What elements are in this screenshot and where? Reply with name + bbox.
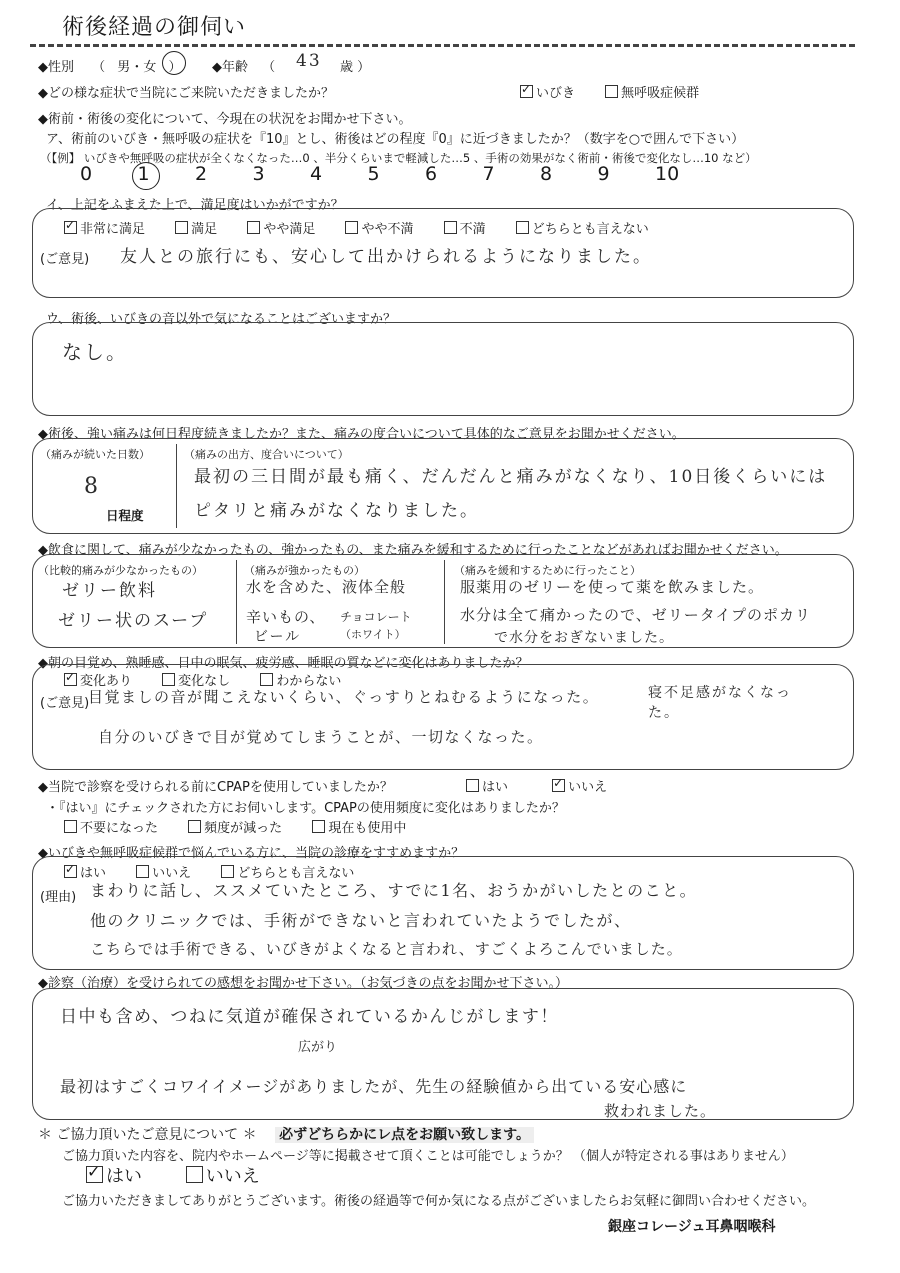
recommend-options: ✓はい いいえ どちらとも言えない	[64, 862, 354, 881]
pain-days-value[interactable]: 8	[84, 474, 100, 499]
satisfaction-opinion-label: (ご意見)	[40, 252, 90, 267]
sleep-opinion-label: (ご意見)	[40, 696, 90, 711]
diet-less-label: （比較的痛みが少なかったもの）	[38, 564, 203, 577]
satisfaction-question: イ、上記をふまえた上で、満足度はいかがですか？	[46, 198, 344, 213]
scale-8[interactable]: 8	[540, 163, 553, 185]
cpap-still-using-checkbox[interactable]	[312, 820, 325, 833]
recommend-reason-line2[interactable]: 他のクリニックでは、手術ができないと言われていたようでしたが、	[90, 911, 632, 930]
diet-divider-1	[236, 560, 237, 644]
impression-line1[interactable]: 日中も含め、つねに気道が確保されているかんじがします！	[60, 1007, 559, 1027]
cpap-followup: ・『はい』にチェックされた方にお伺いします。CPAPの使用頻度に変化はありましたか？	[46, 801, 565, 816]
diet-relief-label: （痛みを緩和するために行ったこと）	[454, 564, 641, 577]
diet-strong-label: （痛みが強かったもの）	[244, 564, 365, 577]
thanks-text: ご協力いただきましてありがとうございます。術後の経過等で何か気になる点がございましたらお気軽に御問い合わせください。	[62, 1194, 815, 1209]
consent-question: ご協力頂いた内容を、院内やホームページ等に掲載させて頂くことは可能でしょうか？ （個人が特定される事はありません）	[62, 1149, 794, 1164]
age-value[interactable]: 43	[296, 51, 322, 71]
scale-1[interactable]: 1	[137, 163, 150, 185]
impression-line3[interactable]: 救われました。	[604, 1102, 717, 1120]
satisfaction-somewhat-dissatisfied-checkbox[interactable]	[345, 221, 358, 234]
recommend-no-checkbox[interactable]	[136, 865, 149, 878]
change-example: （【例】 いびきや無呼吸の症状が全くなくなった…0 、半分くらいまで軽減した…5 、手術の効果がなく術前・術後で変化なし…10 など）	[40, 151, 757, 165]
sleep-unknown-checkbox[interactable]	[260, 673, 273, 686]
pain-detail-line1[interactable]: 最初の三日間が最も痛く、だんだんと痛みがなくなり、10日後くらいには	[194, 467, 828, 487]
symptom-snoring-checkbox[interactable]	[520, 85, 533, 98]
diet-less-line2[interactable]: ゼリー状のスープ	[58, 611, 209, 631]
other-answer[interactable]: なし。	[62, 340, 128, 364]
satisfaction-neutral-checkbox[interactable]	[516, 221, 529, 234]
diet-question: ◆飲食に関して、痛みが少なかったもの、強かったもの、また痛みを緩和するために行ったことなどがあればお聞かせください。	[38, 543, 788, 558]
sleep-options: ✓変化あり 変化なし わからない	[64, 670, 341, 689]
cpap-follow-options: 不要になった 頻度が減った 現在も使用中	[64, 817, 406, 836]
diet-relief-line1[interactable]: 服薬用のゼリーを使って薬を飲みました。	[460, 578, 765, 596]
consent-no-checkbox[interactable]	[186, 1166, 203, 1183]
symptom-options: ✓ いびき 無呼吸症候群	[520, 82, 699, 101]
diet-relief-line2[interactable]: 水分は全て痛かったので、ゼリータイプのポカリ	[460, 606, 811, 624]
sleep-opinion-line1[interactable]: 目覚ましの音が聞こえないくらい、ぐっすりとねむるようになった。	[88, 688, 600, 706]
gender-row: ◆性別 （ 男・女 ）	[38, 60, 182, 75]
impression-line1-note[interactable]: 広がり	[298, 1040, 338, 1055]
recommend-yes-checkbox[interactable]	[64, 865, 77, 878]
age-row: ◆年齢 （	[212, 60, 276, 75]
diet-divider-2	[444, 560, 445, 644]
recommend-reason-line1[interactable]: まわりに話し、ススメていたところ、すでに1名、おうかがいしたとのこと。	[90, 881, 698, 900]
pain-divider	[176, 444, 177, 528]
satisfaction-opinion[interactable]: 友人との旅行にも、安心して出かけられるようになりました。	[120, 247, 652, 267]
satisfaction-options: ✓非常に満足 満足 やや満足 やや不満 不満 どちらとも言えない	[64, 218, 649, 237]
pain-detail-label: （痛みの出方、度合いについて）	[184, 448, 349, 461]
scale-7[interactable]: 7	[482, 163, 495, 185]
age-label: ◆年齢	[212, 60, 248, 75]
gender-selected-circle	[162, 51, 186, 75]
diet-strong-line1[interactable]: 水を含めた、液体全般	[246, 578, 407, 596]
gender-label: ◆性別	[38, 60, 74, 75]
other-box	[32, 322, 854, 416]
cpap-options: はい ✓ いいえ	[466, 776, 607, 795]
scale-9[interactable]: 9	[597, 163, 610, 185]
title-divider	[30, 44, 855, 47]
recommend-reason-line3[interactable]: こちらでは手術できる、いびきがよくなると言われ、すごくよろこんでいました。	[90, 940, 683, 958]
consent-heading-a: ＊ ご協力頂いたご意見について ＊	[38, 1127, 257, 1143]
scale-5[interactable]: 5	[367, 163, 380, 185]
diet-strong-line2a[interactable]: 辛いもの、	[246, 608, 326, 626]
sleep-question: ◆朝の目覚め、熟睡感、日中の眠気、疲労感、睡眠の質などに変化はありましたか？	[38, 656, 529, 671]
diet-strong-line3a[interactable]: ビール	[254, 629, 302, 645]
pain-days-label: （痛みが続いた日数）	[40, 448, 150, 461]
satisfaction-somewhat-checkbox[interactable]	[247, 221, 260, 234]
scale-4[interactable]: 4	[310, 163, 323, 185]
satisfaction-very-checkbox[interactable]	[64, 221, 77, 234]
age-unit: 歳 ）	[340, 60, 371, 75]
recommend-reason-label: (理由)	[40, 890, 77, 905]
consent-yes-checkbox[interactable]	[86, 1166, 103, 1183]
sleep-opinion-line2[interactable]: 自分のいびきで目が覚めてしまうことが、一切なくなった。	[98, 728, 544, 746]
satisfaction-satisfied-checkbox[interactable]	[175, 221, 188, 234]
pain-detail-line2[interactable]: ピタリと痛みがなくなりました。	[194, 501, 479, 521]
cpap-question: ◆当院で診察を受けられる前にCPAPを使用していましたか？	[38, 780, 393, 795]
diet-less-line1[interactable]: ゼリー飲料	[62, 581, 157, 601]
sleep-changed-checkbox[interactable]	[64, 673, 77, 686]
change-sub-question: ア、術前のいびき・無呼吸の症状を『10』とし、術後はどの程度『0』に近づきましたか？（数字を○で囲んで下さい）	[46, 132, 745, 147]
scale-3[interactable]: 3	[252, 163, 265, 185]
impression-line2[interactable]: 最初はすごくコワイイメージがありましたが、先生の経験値から出ている安心感に	[60, 1077, 688, 1096]
other-question: ウ、術後、いびきの音以外で気になることはございますか？	[46, 312, 396, 327]
consent-options: ✓はい いいえ	[86, 1162, 260, 1188]
cpap-reduced-checkbox[interactable]	[188, 820, 201, 833]
sleep-opinion-line1b[interactable]: 寝不足感がなくなった。	[648, 685, 792, 721]
cpap-no-checkbox[interactable]	[552, 779, 565, 792]
clinic-name: 銀座コレージュ耳鼻咽喉科	[608, 1219, 776, 1235]
consent-heading-b: 必ずどちらかにレ点をお願い致します。	[275, 1127, 534, 1143]
pain-question: ◆術後、強い痛みは何日程度続きましたか？また、痛みの度合いについて具体的なご意見をお聞かせください。	[38, 427, 685, 442]
recommend-question: ◆いびきや無呼吸症候群で悩んでいる方に、当院の診療をすすめますか？	[38, 846, 465, 861]
change-question: ◆術前・術後の変化について、今現在の状況をお聞かせ下さい。	[38, 112, 412, 127]
scale-6[interactable]: 6	[425, 163, 438, 185]
sleep-nochange-checkbox[interactable]	[162, 673, 175, 686]
recommend-neutral-checkbox[interactable]	[221, 865, 234, 878]
gender-female-option[interactable]: 女	[143, 60, 157, 75]
pain-days-unit: 日程度	[106, 508, 144, 523]
page-title: 術後経過の御伺い	[62, 15, 247, 40]
scale-10[interactable]: 10	[655, 163, 680, 185]
impression-question: ◆診察（治療）を受けられての感想をお聞かせ下さい。（お気づきの点をお聞かせ下さい。）	[38, 976, 568, 991]
diet-strong-line3b[interactable]: （ホワイト）	[340, 628, 406, 641]
diet-relief-line3[interactable]: で水分をおぎないました。	[494, 630, 674, 646]
cpap-unneeded-checkbox[interactable]	[64, 820, 77, 833]
symptom-apnea-checkbox[interactable]	[605, 85, 618, 98]
gender-male-option[interactable]: 男	[117, 60, 131, 75]
diet-strong-line2b[interactable]: チョコレート	[340, 610, 412, 624]
scale-2[interactable]: 2	[195, 163, 208, 185]
satisfaction-dissatisfied-checkbox[interactable]	[444, 221, 457, 234]
change-scale	[80, 163, 713, 185]
scale-selected-circle	[132, 162, 160, 190]
scale-0[interactable]: 0	[80, 163, 93, 185]
cpap-yes-checkbox[interactable]	[466, 779, 479, 792]
consent-heading	[38, 1124, 534, 1144]
symptom-question: ◆どの様な症状で当院にご来院いただきましたか？	[38, 86, 334, 101]
